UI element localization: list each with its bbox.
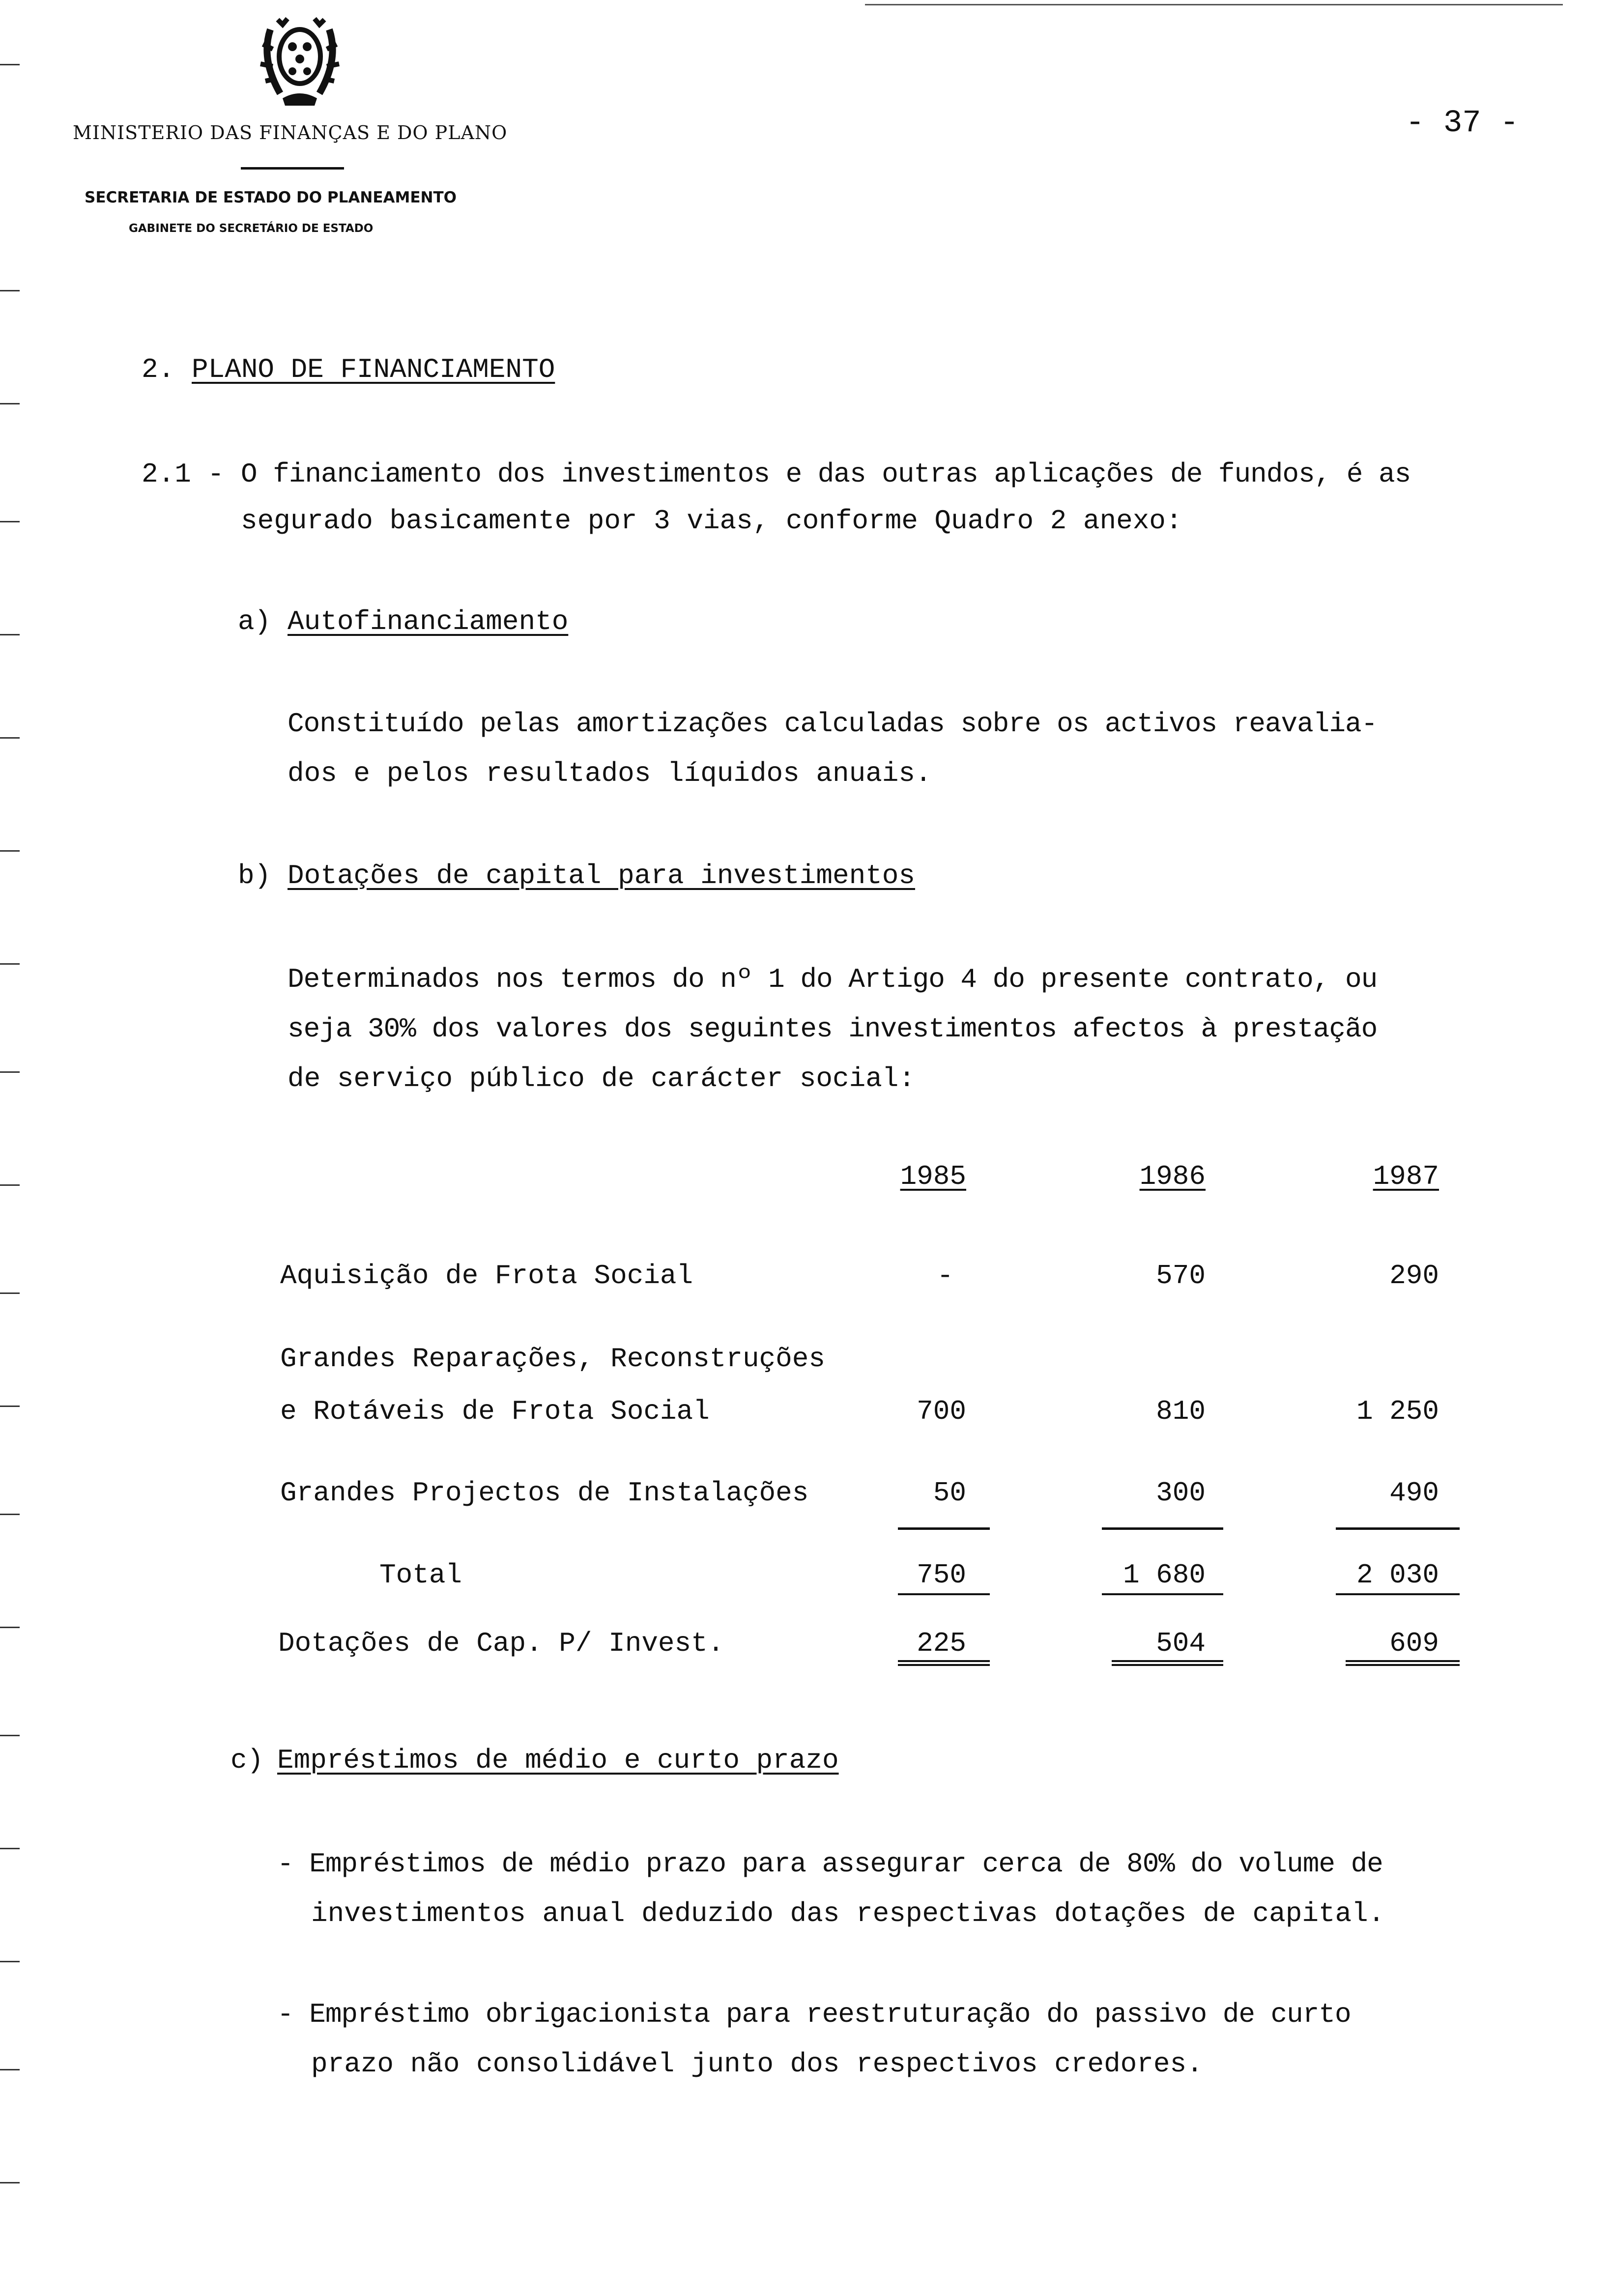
- cell: -: [937, 1260, 953, 1292]
- double-underline: [1346, 1660, 1460, 1666]
- dotacoes-cell: 504: [1156, 1628, 1206, 1659]
- year-header: 1987: [1373, 1161, 1439, 1192]
- item-text: seja 30% dos valores dos seguintes investimentos afectos à prestação: [288, 1013, 1378, 1045]
- sum-rule: [1336, 1527, 1460, 1530]
- bullet-text: prazo não consolidável junto dos respectivos credores.: [311, 2048, 1203, 2080]
- dotacoes-cell: 609: [1389, 1628, 1439, 1659]
- cell: 490: [1389, 1477, 1439, 1509]
- cell: 1 250: [1356, 1396, 1439, 1427]
- paragraph-number: 2.1 -: [142, 459, 225, 490]
- item-text: dos e pelos resultados líquidos anuais.: [288, 758, 932, 789]
- total-cell: 1 680: [1123, 1559, 1206, 1591]
- cell: 700: [917, 1396, 966, 1427]
- year-header: 1985: [900, 1161, 966, 1192]
- double-underline: [1112, 1660, 1223, 1666]
- double-underline: [898, 1660, 990, 1666]
- dotacoes-label: Dotações de Cap. P/ Invest.: [278, 1628, 724, 1659]
- item-letter: c): [230, 1745, 264, 1776]
- bullet-text: - Empréstimos de médio prazo para assegurar cerca de 80% do volume de: [277, 1848, 1383, 1880]
- item-letter: b): [238, 860, 271, 891]
- page-number: - 37 -: [1406, 106, 1519, 141]
- cell: 570: [1156, 1260, 1206, 1292]
- paragraph-line: O financiamento dos investimentos e das outras aplicações de fundos, é as: [241, 459, 1411, 490]
- ministry-heading: MINISTERIO DAS FINANÇAS E DO PLANO: [73, 122, 508, 144]
- total-cell: 2 030: [1356, 1559, 1439, 1591]
- total-underline: [898, 1593, 990, 1595]
- total-label: Total: [379, 1559, 462, 1591]
- bullet-text: - Empréstimo obrigacionista para reestruturação do passivo de curto: [277, 1999, 1351, 2030]
- cell: 810: [1156, 1396, 1206, 1427]
- bullet-text: investimentos anual deduzido das respectivas dotações de capital.: [311, 1898, 1385, 1929]
- cell: 290: [1389, 1260, 1439, 1292]
- secretariat-heading: SECRETARIA DE ESTADO DO PLANEAMENTO: [85, 189, 457, 206]
- item-title: Empréstimos de médio e curto prazo: [277, 1745, 839, 1776]
- item-letter: a): [238, 606, 271, 637]
- item-title: Autofinanciamento: [288, 606, 569, 637]
- total-underline: [1102, 1593, 1223, 1595]
- item-text: de serviço público de carácter social:: [288, 1063, 916, 1094]
- row-label: Aquisição de Frota Social: [280, 1260, 693, 1292]
- item-text: Constituído pelas amortizações calculadas sobre os activos reavalia-: [288, 708, 1378, 740]
- paragraph-line: segurado basicamente por 3 vias, conforme Quadro 2 anexo:: [241, 505, 1182, 537]
- header-divider: [241, 167, 344, 170]
- item-text: Determinados nos termos do nº 1 do Artigo 4 do presente contrato, ou: [288, 964, 1378, 995]
- item-title: Dotações de capital para investimentos: [288, 860, 916, 891]
- year-header: 1986: [1139, 1161, 1206, 1192]
- coat-of-arms-emblem: [236, 10, 364, 108]
- total-underline: [1336, 1593, 1460, 1595]
- cell: 50: [933, 1477, 966, 1509]
- section-number: 2.: [142, 354, 175, 385]
- cabinet-heading: GABINETE DO SECRETÁRIO DE ESTADO: [129, 222, 374, 235]
- cell: 300: [1156, 1477, 1206, 1509]
- sum-rule: [898, 1527, 990, 1530]
- sum-rule: [1102, 1527, 1223, 1530]
- row-label: Grandes Reparações, Reconstruções: [280, 1343, 825, 1375]
- row-label: e Rotáveis de Frota Social: [280, 1396, 710, 1427]
- dotacoes-cell: 225: [917, 1628, 966, 1659]
- row-label: Grandes Projectos de Instalações: [280, 1477, 809, 1509]
- section-title: PLANO DE FINANCIAMENTO: [192, 354, 555, 385]
- total-cell: 750: [917, 1559, 966, 1591]
